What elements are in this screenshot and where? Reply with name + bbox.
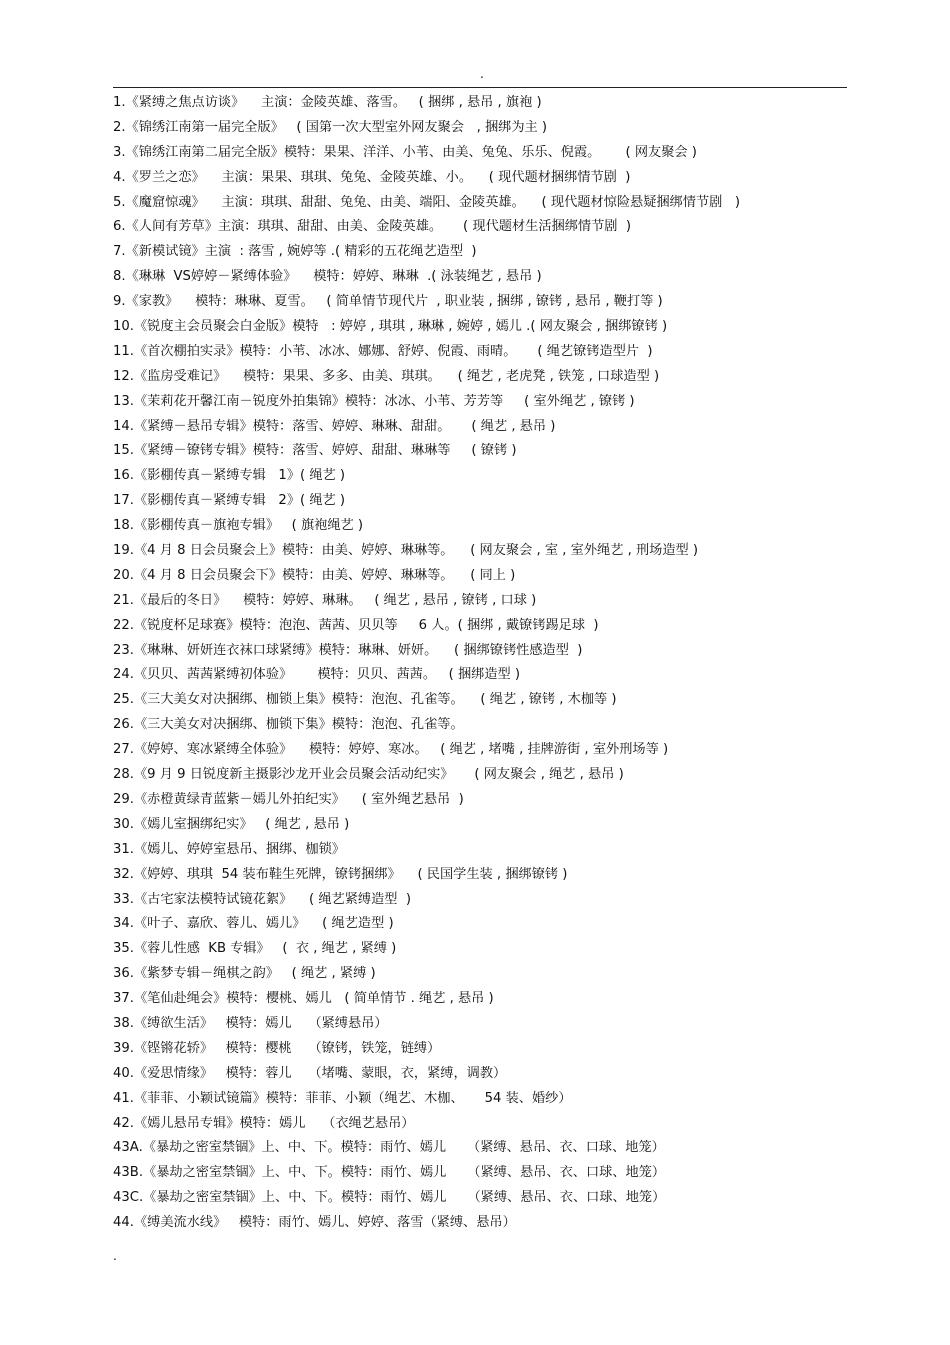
catalog-entry: 4.《罗兰之恋》 主演：果果、琪琪、兔兔、金陵英雄、小。 ( 现代题材捆绑情节剧 ) bbox=[113, 169, 631, 185]
catalog-entry: 41.《菲菲、小颖试镜篇》模特：菲菲、小颖（绳艺、木枷、 54 装、婚纱） bbox=[113, 1090, 572, 1106]
catalog-entry: 30.《嫣儿室捆绑纪实》 ( 绳艺 , 悬吊 ) bbox=[113, 816, 350, 832]
catalog-entry: 39.《铿锵花轿》 模特：樱桃 （镣铐，铁笼，链缚） bbox=[113, 1040, 441, 1056]
catalog-entry: 34.《叶子、嘉欣、蓉儿、嫣儿》 ( 绳艺造型 ) bbox=[113, 916, 394, 932]
catalog-entry: 25.《三大美女对决捆绑、枷锁上集》模特：泡泡、孔雀等。 ( 绳艺 , 镣铐 , 木枷等 ) bbox=[113, 692, 617, 708]
catalog-entry: 12.《监房受难记》 模特：果果、多多、由美、琪琪。 ( 绳艺 , 老虎凳 , 铁笼 , 口球造型 ) bbox=[113, 368, 660, 384]
catalog-entry: 19.《4 月 8 日会员聚会上》模特：由美、婷婷、琳琳等。 ( 网友聚会 , 室 , 室外绳艺 , 刑场造型 ) bbox=[113, 543, 699, 559]
catalog-entry: 24.《贝贝、茜茜紧缚初体验》 模特：贝贝、茜茜。 ( 捆绑造型 ) bbox=[113, 667, 521, 683]
catalog-entry: 33.《古宅家法模特试镜花絮》 ( 绳艺紧缚造型 ) bbox=[113, 891, 411, 907]
catalog-entry: 10.《锐度主会员聚会白金版》模特 : 婷婷 , 琪琪 , 琳琳 , 婉婷 , 嫣儿 .( 网友聚会 , 捆绑镣铐 ) bbox=[113, 319, 668, 335]
catalog-entry: 17.《影棚传真－紧缚专辑 2》( 绳艺 ) bbox=[113, 493, 346, 509]
page-header-mark: . bbox=[480, 67, 484, 81]
catalog-entry: 32.《婷婷、琪琪 54 装布鞋生死牌，镣铐捆绑》 ( 民国学生装 , 捆绑镣铐 ) bbox=[113, 866, 568, 882]
catalog-entry: 9.《家教》 模特：琳琳、夏雪。 ( 简单情节现代片 , 职业装 , 捆绑 , 镣铐 , 悬吊 , 鞭打等 ) bbox=[113, 294, 663, 310]
catalog-entry: 16.《影棚传真－紧缚专辑 1》( 绳艺 ) bbox=[113, 468, 346, 484]
catalog-entry: 7.《新模试镜》主演 : 落雪 , 婉婷等 .( 精彩的五花绳艺造型 ) bbox=[113, 244, 477, 260]
catalog-entry: 8.《琳琳 VS婷婷－紧缚体验》 模特：婷婷、琳琳 .( 泳装绳艺 , 悬吊 ) bbox=[113, 269, 542, 285]
catalog-entry: 14.《紧缚－悬吊专辑》模特：落雪、婷婷、琳琳、甜甜。 ( 绳艺 , 悬吊 ) bbox=[113, 418, 556, 434]
catalog-entry: 1.《紧缚之焦点访谈》 主演：金陵英雄、落雪。 ( 捆绑 , 悬吊 , 旗袍 ) bbox=[113, 95, 542, 110]
catalog-entry: 29.《赤橙黄绿青蓝紫－嫣儿外拍纪实》 ( 室外绳艺悬吊 ) bbox=[113, 791, 464, 807]
catalog-entry: 13.《茉莉花开馨江南－锐度外拍集锦》模特：冰冰、小苇、芳芳等 ( 室外绳艺 , 镣铐 ) bbox=[113, 393, 635, 409]
header-divider bbox=[113, 87, 847, 88]
catalog-entry: 43B.《暴劫之密室禁锢》上、中、下。模特：雨竹、嫣儿 （紧缚、悬吊、衣、口球、地笼） bbox=[113, 1165, 666, 1181]
catalog-entry: 26.《三大美女对决捆绑、枷锁下集》模特：泡泡、孔雀等。 bbox=[113, 717, 464, 733]
catalog-entry: 18.《影棚传真－旗袍专辑》 ( 旗袍绳艺 ) bbox=[113, 518, 364, 534]
catalog-entry: 20.《4 月 8 日会员聚会下》模特：由美、婷婷、琳琳等。 ( 同上 ) bbox=[113, 567, 516, 583]
catalog-entry: 31.《嫣儿、婷婷室悬吊、捆绑、枷锁》 bbox=[113, 841, 345, 857]
catalog-entry: 6.《人间有芳草》主演：琪琪、甜甜、由美、金陵英雄。 ( 现代题材生活捆绑情节剧 ) bbox=[113, 219, 631, 235]
catalog-entry: 11.《首次棚拍实录》模特：小苇、冰冰、娜娜、舒婷、倪霞、雨晴。 ( 绳艺镣铐造型片 ) bbox=[113, 343, 653, 359]
catalog-entry: 15.《紧缚－镣铐专辑》模特：落雪、婷婷、甜甜、琳琳等 ( 镣铐 ) bbox=[113, 443, 517, 459]
catalog-entry: 35.《蓉儿性感 KB 专辑》 ( 衣 , 绳艺 , 紧缚 ) bbox=[113, 941, 397, 957]
catalog-entry: 21.《最后的冬日》 模特：婷婷、琳琳。 ( 绳艺 , 悬吊 , 镣铐 , 口球 ) bbox=[113, 592, 537, 608]
catalog-entry: 5.《魔窟惊魂》 主演：琪琪、甜甜、兔兔、由美、端阳、金陵英雄。 ( 现代题材惊险悬疑捆绑情节剧 ) bbox=[113, 194, 741, 210]
catalog-entry: 36.《紫梦专辑－绳棋之韵》 ( 绳艺 , 紧缚 ) bbox=[113, 966, 376, 982]
catalog-entry: 2.《锦绣江南第一届完全版》 ( 国第一次大型室外网友聚会 , 捆绑为主 ) bbox=[113, 119, 548, 135]
catalog-entry: 22.《锐度杯足球赛》模特：泡泡、茜茜、贝贝等 6 人。( 捆绑 , 戴镣铐踢足球 ) bbox=[113, 617, 599, 633]
catalog-entry: 44.《缚美流水线》 模特：雨竹、嫣儿、婷婷、落雪（紧缚、悬吊） bbox=[113, 1215, 516, 1231]
catalog-entry: 43A.《暴劫之密室禁锢》上、中、下。模特：雨竹、嫣儿 （紧缚、悬吊、衣、口球、地笼） bbox=[113, 1140, 665, 1156]
catalog-entry: 40.《爱思情缘》 模特：蓉儿 （堵嘴、蒙眼，衣，紧缚，调教） bbox=[113, 1065, 507, 1081]
catalog-entry: 38.《缚欲生活》 模特：嫣儿 （紧缚悬吊） bbox=[113, 1015, 388, 1031]
catalog-entry: 23.《琳琳、妍妍连衣袜口球紧缚》模特：琳琳、妍妍。 ( 捆绑镣铐性感造型 ) bbox=[113, 642, 583, 658]
catalog-entry: 3.《锦绣江南第二届完全版》模特：果果、洋洋、小苇、由美、兔兔、乐乐、倪霞。 ( 网友聚会 ) bbox=[113, 144, 697, 160]
catalog-entry: 37.《笔仙赴绳会》模特：樱桃、嫣儿 ( 简单情节 . 绳艺 , 悬吊 ) bbox=[113, 991, 494, 1007]
catalog-entry: 28.《9 月 9 日锐度新主摄影沙龙开业会员聚会活动纪实》 ( 网友聚会 , 绳艺 , 悬吊 ) bbox=[113, 767, 624, 783]
catalog-entry: 43C.《暴劫之密室禁锢》上、中、下。模特：雨竹、嫣儿 （紧缚、悬吊、衣、口球、地笼） bbox=[113, 1190, 666, 1206]
catalog-entry: 27.《婷婷、寒冰紧缚全体验》 模特：婷婷、寒冰。 ( 绳艺 , 堵嘴 , 挂牌游街 , 室外刑场等 ) bbox=[113, 742, 669, 758]
catalog-entry: 42.《嫣儿悬吊专辑》模特：嫣儿 （衣绳艺悬吊） bbox=[113, 1115, 415, 1131]
video-catalog-list bbox=[113, 91, 850, 1236]
page-footer-mark: . bbox=[113, 1249, 117, 1263]
